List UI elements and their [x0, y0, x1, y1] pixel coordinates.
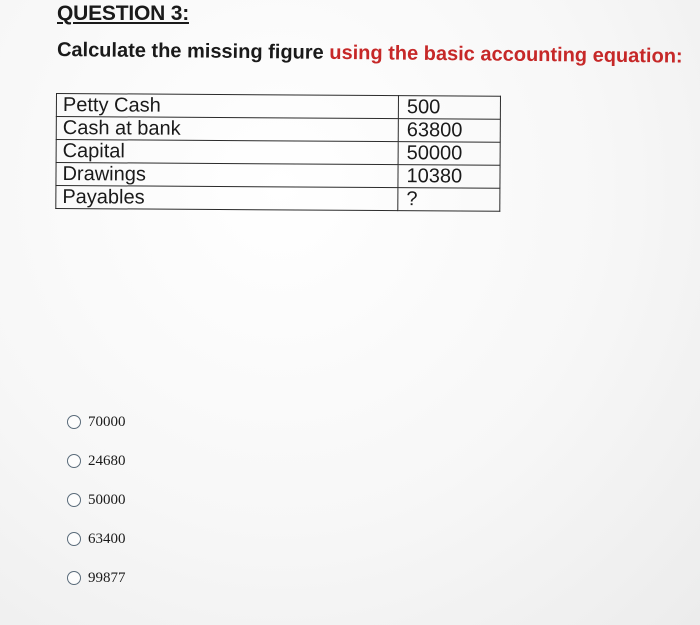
- row-value: ?: [398, 188, 500, 212]
- option-label: 99877: [88, 569, 126, 586]
- answer-option-2[interactable]: [67, 449, 126, 473]
- row-value: 500: [398, 96, 500, 120]
- option-label: 24680: [88, 452, 126, 469]
- row-value: 10380: [398, 165, 500, 189]
- instruction-highlight-text: using the basic accounting equation:: [329, 41, 683, 68]
- row-label: Petty Cash: [56, 94, 398, 119]
- row-label: Payables: [56, 186, 398, 211]
- radio-button[interactable]: [67, 571, 81, 585]
- row-label: Drawings: [56, 163, 398, 188]
- table-row: [56, 117, 500, 143]
- answer-option-3[interactable]: [67, 488, 126, 512]
- row-label: Cash at bank: [56, 117, 398, 142]
- instruction-text: Calculate the missing figure: [56, 39, 330, 64]
- question-title: QUESTION 3:: [57, 2, 189, 25]
- figures-table: [55, 93, 501, 212]
- answer-option-4[interactable]: [67, 527, 126, 551]
- table-row: [56, 140, 500, 166]
- table-row: [56, 186, 500, 212]
- row-label: Capital: [56, 140, 398, 165]
- option-label: 63400: [88, 530, 126, 547]
- row-value: 63800: [398, 119, 500, 143]
- table-row: [56, 94, 500, 120]
- radio-button[interactable]: [67, 493, 81, 507]
- answer-option-5[interactable]: [67, 566, 126, 590]
- radio-button[interactable]: [67, 454, 81, 468]
- option-label: 70000: [88, 413, 126, 430]
- radio-button[interactable]: [67, 532, 81, 546]
- question-instruction: [57, 39, 683, 69]
- table-row: [56, 163, 500, 189]
- option-label: 50000: [88, 491, 126, 508]
- row-value: 50000: [398, 142, 500, 166]
- answer-option-1[interactable]: [67, 410, 126, 434]
- radio-button[interactable]: [67, 415, 81, 429]
